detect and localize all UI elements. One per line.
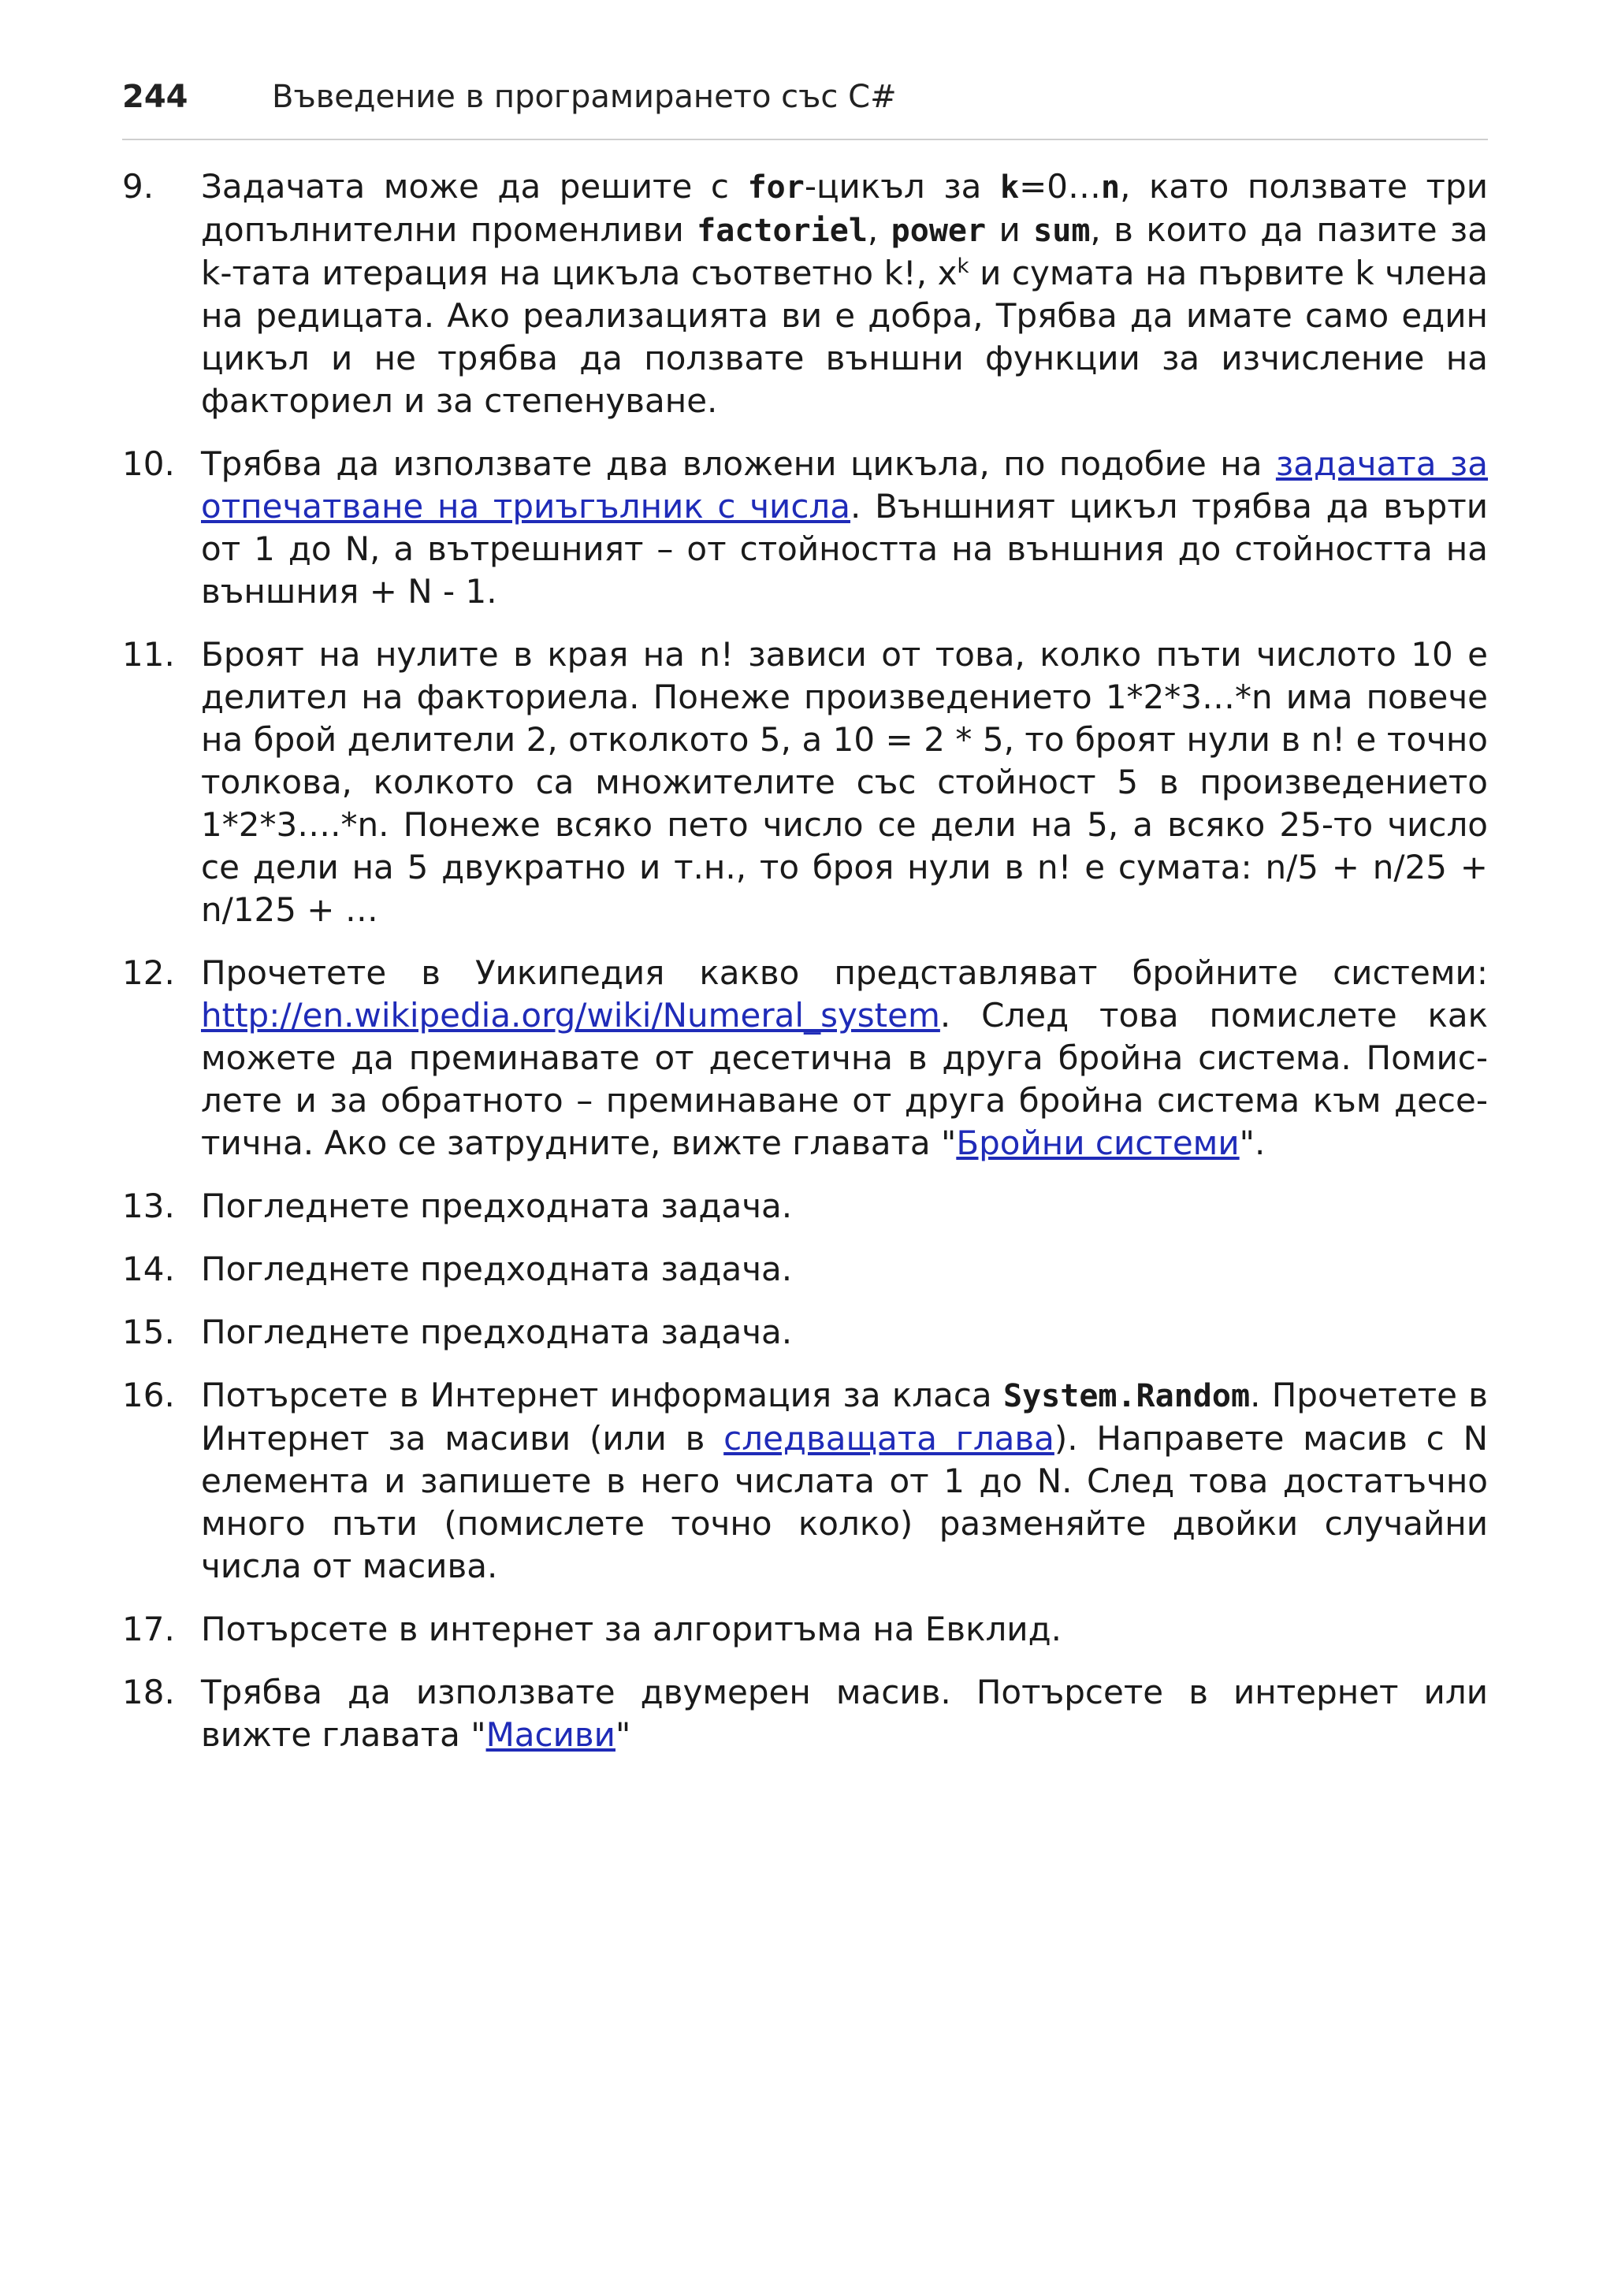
list-item: 10. Трябва да използвате два вложени цикъла, по подобие на задачата за отпечатване на триъгълник с числа. Външният цикъл трябва да върти от 1 до N, а вътрешният – от стойността на външния до стойността на външния + N - 1. [122, 444, 1489, 611]
item-number: 12. [122, 953, 175, 992]
list-item: 15. Погледнете предходната задача. [122, 1311, 1488, 1354]
item-number: 18. [122, 1673, 175, 1711]
next-chapter-link[interactable]: следващата глава [723, 1419, 1054, 1458]
code-for: for [747, 169, 805, 206]
item-number: 16. [122, 1376, 175, 1414]
numeral-systems-chapter-link[interactable]: Бройни системи [956, 1124, 1240, 1162]
wikipedia-numeral-system-link[interactable]: http://en.wikipedia.org/wiki/Numeral_system [201, 996, 940, 1035]
triangle-task-link[interactable]: задачата за отпечатване на триъгълник с числа [201, 444, 1489, 526]
page-number: 244 [122, 79, 188, 115]
list-item: 17. Потърсете в интернет за алгоритъма на Евклид. [122, 1608, 1488, 1651]
item-number: 11. [122, 635, 175, 674]
list-item: 18. Трябва да използвате двумерен масив. Потърсете в интернет или вижте главата "Масиви" [122, 1673, 1488, 1754]
list-item: 9. Задачата може да решите с for-цикъл за k=0…n, като ползвате три допълнителни променливи factoriel, power и sum, в които да пазите за k-тата итерация на цикъла съответно k!, $x^k$ и сумата на първите k члена на редицата. Ако реализацията ви е добра, Трябва да имате само един цикъл и не трябва да ползвате външни функции за изчисление на факториел и за степенуване. [122, 167, 1488, 420]
code-system-random: System.Random [1002, 1378, 1251, 1414]
code-k: k [999, 169, 1020, 206]
code-power: power [891, 213, 987, 249]
list-item: 13. Погледнете предходната задача. [122, 1185, 1488, 1228]
item-number: 14. [122, 1250, 175, 1288]
running-header [122, 79, 1488, 115]
item-number: 17. [122, 1610, 175, 1648]
header-divider [122, 139, 1488, 140]
item-number: 9. [122, 167, 154, 206]
item-number: 15. [122, 1313, 175, 1351]
code-n: n [1100, 169, 1121, 206]
code-factoriel: factoriel [697, 213, 868, 249]
list-item: 16. Потърсете в Интернет информация за класа System.Random. Прочетете в Интернет за масиви (или в следващата глава). Направете масив с N елемента и запишете в него числата от 1 до N. След това достатъчно много пъти (помислете точно колко) разменяйте двойки случайни числа от масива. [122, 1376, 1488, 1585]
item-number: 13. [122, 1187, 175, 1225]
arrays-chapter-link[interactable]: Масиви [485, 1715, 615, 1754]
list-item: 14. Погледнете предходната задача. [122, 1248, 1488, 1291]
superscript-k: k [957, 254, 969, 278]
list-item: 11. Броят на нулите в края на n! зависи от това, колко пъти числото 10 е делител на факториела. Понеже произведението 1*2*3…*n има повече на брой делители 2, отколкото 5, а 10 = 2 * 5, то броят нули в n! е точно толкова, колкото са множителите със стойност 5 в произведението 1*2*3….*n. Понеже всяко пето число се дели на 5, а всяко 25-то число се дели на 5 двукратно и т.н., то броя нули в n! е сумата: n/5 + n/25 + n/125 + … [122, 635, 1488, 929]
book-title: Въведение в програмирането със C# [272, 79, 897, 115]
list-item: 12. Прочетете в Уикипедия какво представляват бройните системи: http://en.wikipedia.org/wiki/Numeral_system. След това помислете как можете да преминавате от десетична в друга бройна система. Помислете и за обратното – преминаване от друга бройна система към десетична. Ако се затрудните, вижте главата "Бройни системи". [122, 953, 1488, 1162]
item-number: 10. [122, 444, 175, 483]
solution-hints-list [122, 165, 1488, 1777]
code-sum: sum [1033, 213, 1091, 249]
